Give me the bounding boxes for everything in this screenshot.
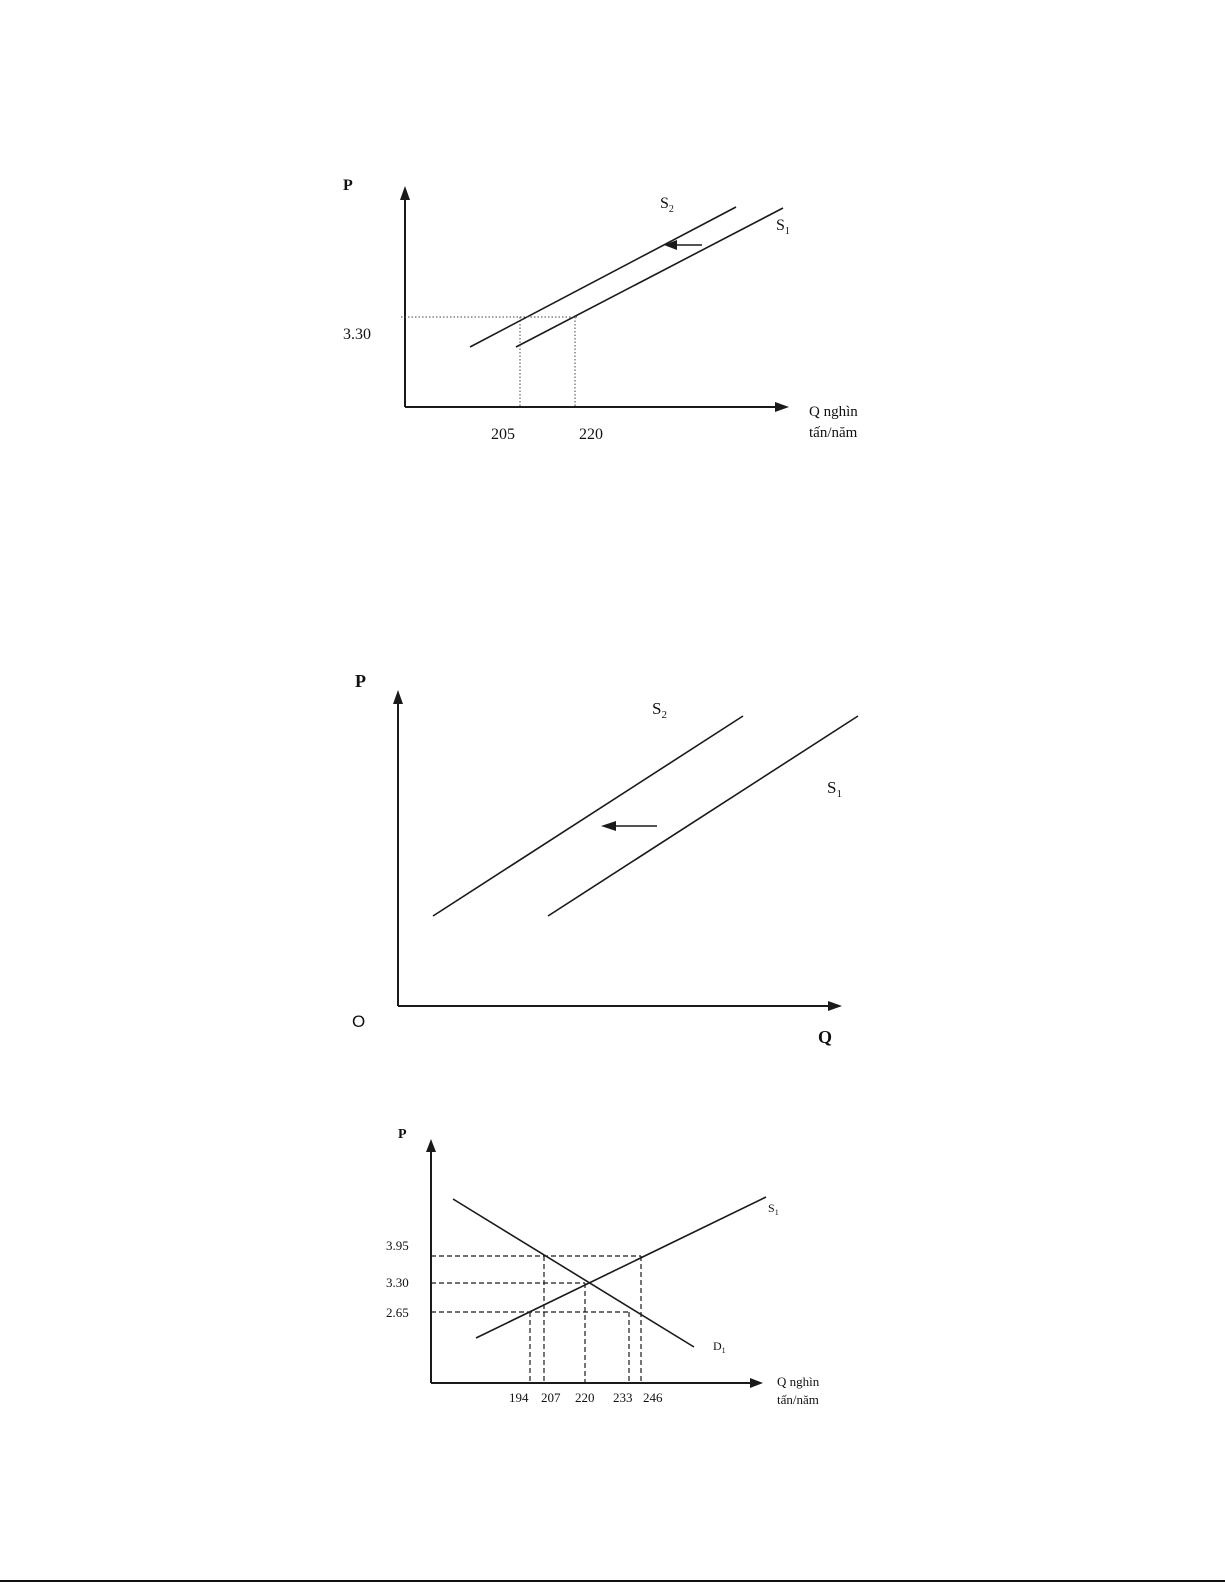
supply-curve-s2 [433,716,743,916]
series-label-s2: $S_2$ [660,195,674,215]
y-axis-arrow [426,1139,436,1152]
series-label-s1: $S_1$ [776,217,790,237]
y-axis-label: P [355,671,366,691]
origin-label: O [352,1012,366,1031]
x-axis-arrow [775,402,789,412]
supply-curve-s1 [548,716,858,916]
y-tick-3-30: 3.30 [386,1275,409,1290]
x-axis-label-line-2: tấn/năm [777,1392,819,1407]
shift-arrow-head [601,821,616,831]
y-tick-3-95: 3.95 [386,1238,409,1253]
x-axis-arrow [750,1378,763,1388]
series-label-s2: $S_2$ [652,699,667,721]
x-tick-220: 220 [579,426,603,443]
supply-curve-s1 [476,1197,766,1338]
series-label-d1: $D_1$ [713,1339,726,1355]
x-axis-label: Q [818,1027,833,1047]
chart-2 [0,650,1225,1070]
y-tick-3-30: 3.30 [343,326,371,343]
supply-curve-s2 [470,207,736,347]
x-axis-arrow [828,1001,842,1011]
x-tick-205: 205 [491,426,515,443]
y-axis-label: P [398,1127,407,1142]
chart-3 [0,1120,1225,1440]
x-axis-label-line-1: Q nghìn [777,1374,820,1389]
x-tick-207: 207 [541,1390,561,1405]
y-axis-arrow [400,186,410,200]
series-label-s1: $S_1$ [827,778,842,800]
x-tick-233: 233 [613,1390,633,1405]
series-label-s1: $S_1$ [768,1201,779,1217]
x-tick-194: 194 [509,1390,529,1405]
supply-curve-s1 [516,208,783,347]
y-axis-arrow [393,690,403,704]
y-tick-2-65: 2.65 [386,1305,409,1320]
x-tick-246: 246 [643,1390,663,1405]
chart-1 [0,0,1225,470]
footer-rule [0,1580,1225,1582]
demand-curve-d1 [453,1199,694,1347]
y-axis-label: P [343,177,353,194]
x-axis-label-line-2: tấn/năm [809,425,858,441]
x-tick-220: 220 [575,1390,595,1405]
x-axis-label-line-1: Q nghìn [809,404,858,420]
